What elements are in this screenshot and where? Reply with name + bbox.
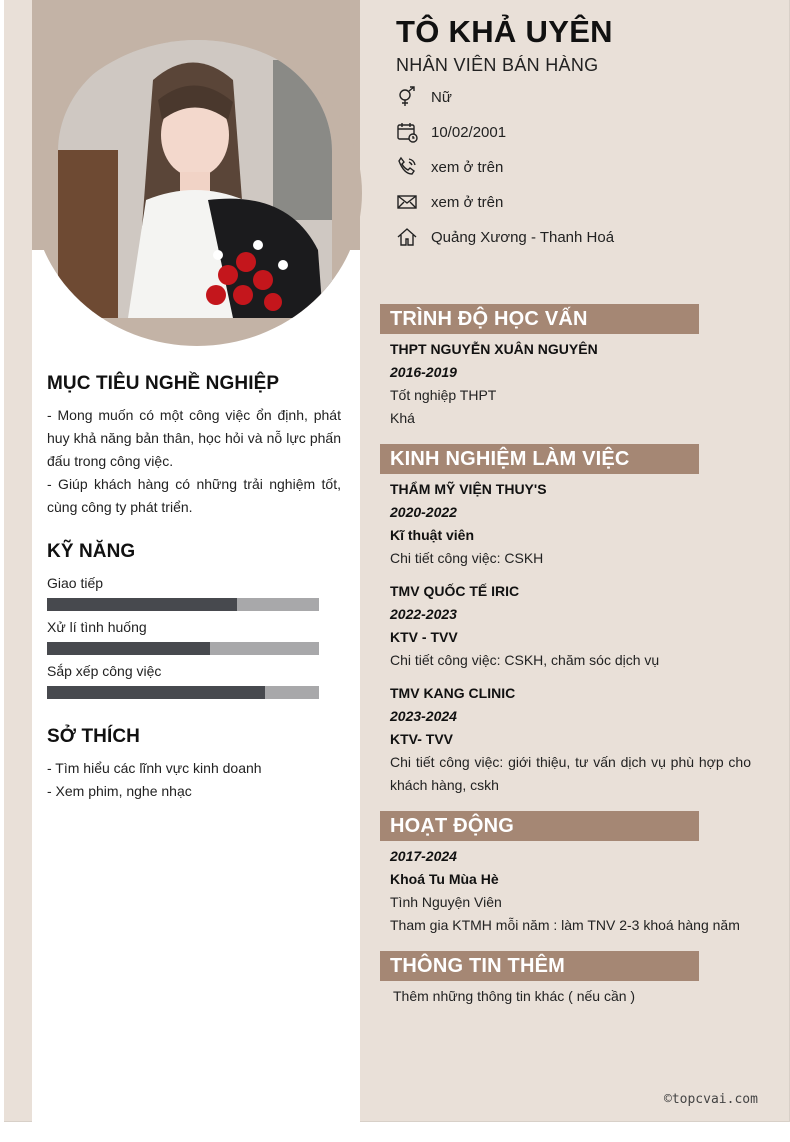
extra-text: Thêm những thông tin khác ( nếu cần ) — [393, 988, 636, 1004]
candidate-role: NHÂN VIÊN BÁN HÀNG — [396, 55, 599, 75]
job-company: TMV QUỐC TẾ IRIC — [390, 583, 520, 599]
home-icon — [396, 226, 418, 248]
skill-bar-fill — [47, 598, 237, 611]
skill-item — [47, 662, 319, 699]
gender-row — [396, 86, 452, 108]
gender-icon — [396, 86, 418, 108]
email-text: xem ở trên — [431, 193, 504, 211]
phone-row — [396, 156, 503, 178]
candidate-name: TÔ KHẢ UYÊN — [396, 14, 613, 49]
job-company: TMV KANG CLINIC — [390, 685, 516, 701]
skill-label: Giao tiếp — [47, 575, 104, 591]
job-position: Kĩ thuật viên — [390, 527, 475, 543]
experience-title: KINH NGHIỆM LÀM VIỆC — [380, 444, 699, 474]
skill-bar-fill — [47, 686, 265, 699]
phone-icon — [396, 156, 418, 178]
hobbies-title: SỞ THÍCH — [47, 726, 141, 747]
objective-text — [47, 404, 341, 519]
objective-line: - Giúp khách hàng có những trải nghiệm tốt, cùng công ty phát triển. — [47, 476, 341, 515]
activities-title: HOẠT ĐỘNG — [380, 811, 699, 841]
job-detail: Chi tiết công việc: CSKH, chăm sóc dịch vụ — [390, 652, 660, 668]
job-period: 2023-2024 — [390, 708, 457, 724]
hobby-item: - Xem phim, nghe nhạc — [47, 783, 192, 799]
activity-period: 2017-2024 — [390, 848, 457, 864]
education-title: TRÌNH ĐỘ HỌC VẤN — [380, 304, 699, 334]
profile-photo — [58, 40, 332, 318]
photo-frame — [32, 40, 362, 346]
job-detail: Chi tiết công việc: giới thiệu, tư vấn dịch vụ phù hợp cho khách hàng, cskh — [390, 754, 751, 793]
education-period: 2016-2019 — [390, 364, 457, 380]
job-company: THẨM MỸ VIỆN THUY'S — [390, 481, 547, 497]
skill-label: Xử lí tình huống — [47, 619, 147, 635]
email-row — [396, 191, 503, 213]
objective-line: - Mong muốn có một công việc ổn định, phát huy khả năng bản thân, học hỏi và nỗ lực phấn đấu trong công việc. — [47, 407, 341, 469]
phone-text: xem ở trên — [431, 158, 504, 176]
activity-role: Tình Nguyện Viên — [390, 894, 502, 910]
skill-bar-fill — [47, 642, 210, 655]
birthday-row — [396, 121, 506, 143]
job-position: KTV- TVV — [390, 731, 454, 747]
education-grade: Khá — [390, 410, 415, 426]
skills-title: KỸ NĂNG — [47, 541, 136, 562]
address-row — [396, 226, 614, 248]
watermark: ©topcvai.com — [664, 1092, 758, 1107]
education-degree: Tốt nghiệp THPT — [390, 387, 497, 403]
skill-item — [47, 574, 319, 611]
skill-label: Sắp xếp công việc — [47, 663, 162, 679]
hobbies-list — [47, 757, 341, 803]
portrait-illustration — [58, 40, 332, 318]
birthday-text: 10/02/2001 — [431, 123, 507, 141]
education-school: THPT NGUYỄN XUÂN NGUYÊN — [390, 341, 598, 357]
objective-title: MỤC TIÊU NGHỀ NGHIỆP — [47, 373, 280, 394]
job-position: KTV - TVV — [390, 629, 458, 645]
skill-bar — [47, 598, 319, 611]
hobby-item: - Tìm hiểu các lĩnh vực kinh doanh — [47, 760, 262, 776]
job-period: 2020-2022 — [390, 504, 457, 520]
extra-title: THÔNG TIN THÊM — [380, 951, 699, 981]
calendar-icon — [396, 121, 418, 143]
address-text: Quảng Xương - Thanh Hoá — [431, 228, 615, 246]
skill-bar — [47, 686, 319, 699]
job-period: 2022-2023 — [390, 606, 457, 622]
envelope-icon — [396, 191, 418, 213]
gender-text: Nữ — [431, 88, 452, 106]
skill-bar — [47, 642, 319, 655]
activity-detail: Tham gia KTMH mỗi năm : làm TNV 2-3 khoá hàng năm — [390, 917, 740, 933]
activity-name: Khoá Tu Mùa Hè — [390, 871, 499, 887]
job-detail: Chi tiết công việc: CSKH — [390, 550, 544, 566]
skill-item — [47, 618, 319, 655]
